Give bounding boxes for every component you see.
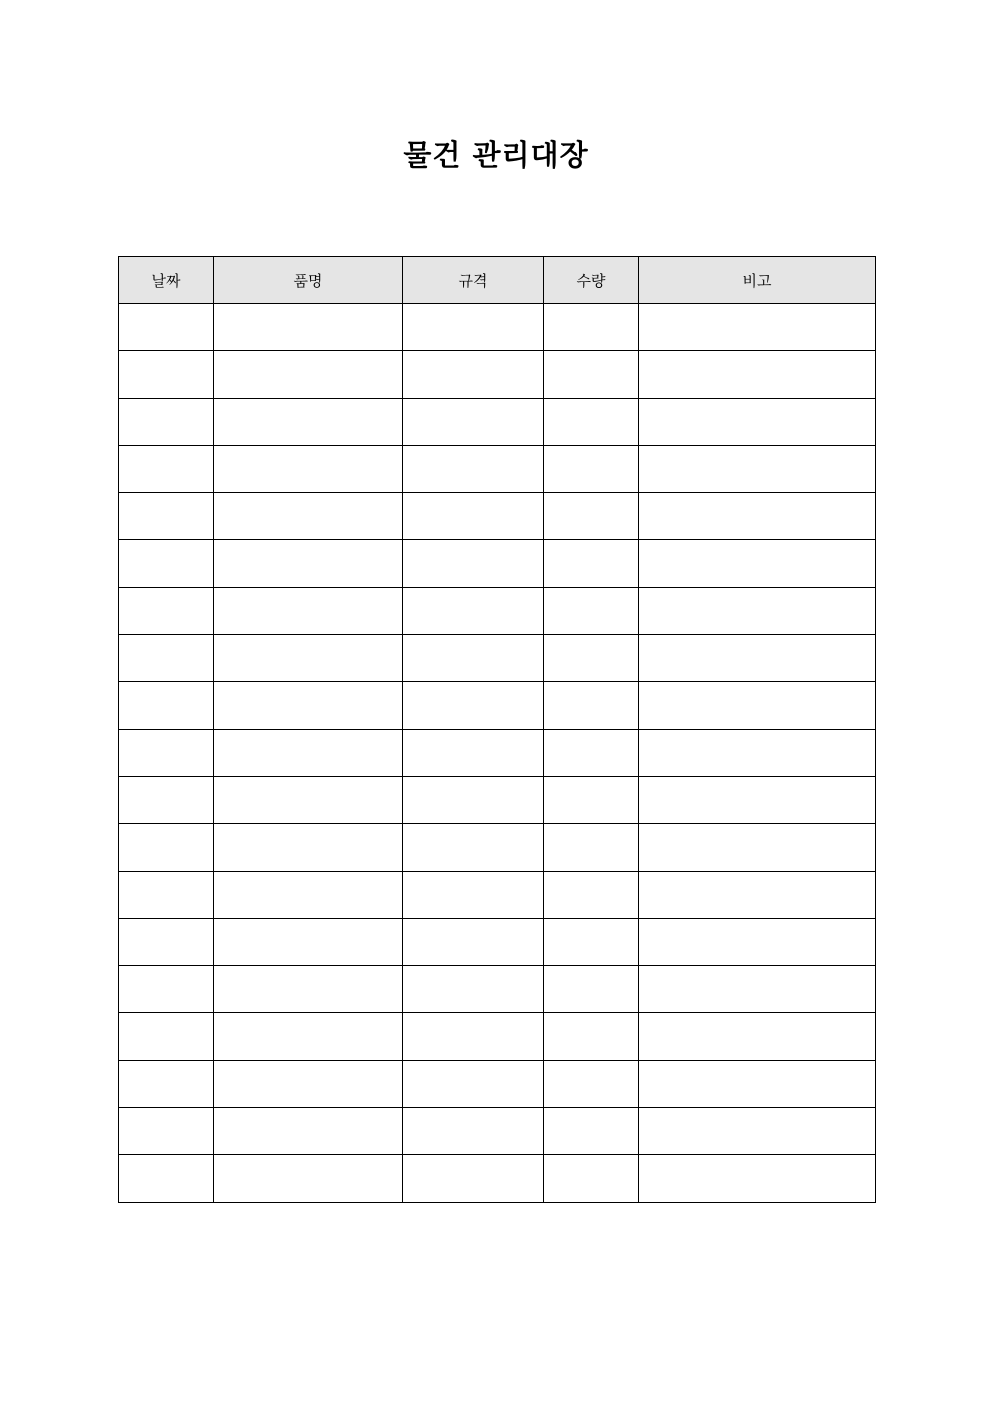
table-row — [119, 635, 876, 682]
cell-remarks[interactable] — [639, 635, 876, 682]
cell-spec[interactable] — [403, 635, 544, 682]
cell-quantity[interactable] — [544, 635, 639, 682]
cell-remarks[interactable] — [639, 587, 876, 634]
cell-spec[interactable] — [403, 824, 544, 871]
cell-remarks[interactable] — [639, 918, 876, 965]
cell-item-name[interactable] — [214, 1155, 403, 1202]
cell-remarks[interactable] — [639, 1013, 876, 1060]
table-row — [119, 1155, 876, 1202]
cell-date[interactable] — [119, 635, 214, 682]
cell-item-name[interactable] — [214, 824, 403, 871]
cell-remarks[interactable] — [639, 966, 876, 1013]
cell-item-name[interactable] — [214, 540, 403, 587]
cell-remarks[interactable] — [639, 493, 876, 540]
table-row — [119, 1013, 876, 1060]
cell-item-name[interactable] — [214, 398, 403, 445]
cell-item-name[interactable] — [214, 1108, 403, 1155]
cell-quantity[interactable] — [544, 918, 639, 965]
cell-item-name[interactable] — [214, 635, 403, 682]
table-row — [119, 1060, 876, 1107]
cell-item-name[interactable] — [214, 682, 403, 729]
cell-quantity[interactable] — [544, 824, 639, 871]
table-row — [119, 304, 876, 351]
cell-spec[interactable] — [403, 304, 544, 351]
table-row — [119, 493, 876, 540]
cell-quantity[interactable] — [544, 587, 639, 634]
cell-spec[interactable] — [403, 1108, 544, 1155]
cell-date[interactable] — [119, 729, 214, 776]
table-row — [119, 587, 876, 634]
cell-quantity[interactable] — [544, 966, 639, 1013]
cell-date[interactable] — [119, 540, 214, 587]
cell-item-name[interactable] — [214, 871, 403, 918]
cell-item-name[interactable] — [214, 776, 403, 823]
header-date: 날짜 — [119, 257, 214, 304]
cell-remarks[interactable] — [639, 351, 876, 398]
cell-remarks[interactable] — [639, 398, 876, 445]
header-quantity: 수량 — [544, 257, 639, 304]
cell-item-name[interactable] — [214, 587, 403, 634]
cell-spec[interactable] — [403, 540, 544, 587]
cell-date[interactable] — [119, 398, 214, 445]
table-row — [119, 776, 876, 823]
cell-quantity[interactable] — [544, 682, 639, 729]
cell-item-name[interactable] — [214, 729, 403, 776]
cell-date[interactable] — [119, 351, 214, 398]
cell-quantity[interactable] — [544, 351, 639, 398]
cell-quantity[interactable] — [544, 871, 639, 918]
table-row — [119, 824, 876, 871]
cell-date[interactable] — [119, 1108, 214, 1155]
cell-item-name[interactable] — [214, 445, 403, 492]
table-row — [119, 871, 876, 918]
cell-remarks[interactable] — [639, 871, 876, 918]
cell-remarks[interactable] — [639, 1108, 876, 1155]
cell-quantity[interactable] — [544, 398, 639, 445]
cell-date[interactable] — [119, 871, 214, 918]
header-spec: 규격 — [403, 257, 544, 304]
cell-date[interactable] — [119, 445, 214, 492]
cell-item-name[interactable] — [214, 351, 403, 398]
table-row — [119, 918, 876, 965]
table-row — [119, 966, 876, 1013]
cell-date[interactable] — [119, 493, 214, 540]
cell-quantity[interactable] — [544, 304, 639, 351]
cell-date[interactable] — [119, 918, 214, 965]
cell-spec[interactable] — [403, 1155, 544, 1202]
cell-item-name[interactable] — [214, 1060, 403, 1107]
cell-spec[interactable] — [403, 871, 544, 918]
cell-quantity[interactable] — [544, 776, 639, 823]
cell-spec[interactable] — [403, 1060, 544, 1107]
cell-date[interactable] — [119, 587, 214, 634]
header-remarks: 비고 — [639, 257, 876, 304]
cell-remarks[interactable] — [639, 1155, 876, 1202]
cell-item-name[interactable] — [214, 966, 403, 1013]
cell-quantity[interactable] — [544, 1060, 639, 1107]
cell-remarks[interactable] — [639, 445, 876, 492]
cell-item-name[interactable] — [214, 493, 403, 540]
cell-date[interactable] — [119, 1155, 214, 1202]
cell-spec[interactable] — [403, 776, 544, 823]
cell-date[interactable] — [119, 682, 214, 729]
cell-date[interactable] — [119, 776, 214, 823]
cell-remarks[interactable] — [639, 540, 876, 587]
cell-item-name[interactable] — [214, 918, 403, 965]
cell-quantity[interactable] — [544, 540, 639, 587]
cell-spec[interactable] — [403, 918, 544, 965]
table-header-row — [119, 257, 876, 304]
ledger-table — [118, 256, 876, 1203]
cell-quantity[interactable] — [544, 1108, 639, 1155]
cell-date[interactable] — [119, 304, 214, 351]
cell-item-name[interactable] — [214, 304, 403, 351]
cell-spec[interactable] — [403, 398, 544, 445]
cell-quantity[interactable] — [544, 445, 639, 492]
cell-date[interactable] — [119, 824, 214, 871]
header-item-name: 품명 — [214, 257, 403, 304]
cell-remarks[interactable] — [639, 729, 876, 776]
cell-remarks[interactable] — [639, 776, 876, 823]
cell-remarks[interactable] — [639, 682, 876, 729]
cell-spec[interactable] — [403, 966, 544, 1013]
table-row — [119, 351, 876, 398]
cell-spec[interactable] — [403, 729, 544, 776]
cell-date[interactable] — [119, 1013, 214, 1060]
table-body — [119, 304, 876, 1203]
table-row — [119, 1108, 876, 1155]
cell-spec[interactable] — [403, 493, 544, 540]
cell-date[interactable] — [119, 966, 214, 1013]
cell-quantity[interactable] — [544, 1013, 639, 1060]
table-row — [119, 682, 876, 729]
cell-spec[interactable] — [403, 351, 544, 398]
cell-remarks[interactable] — [639, 824, 876, 871]
table-row — [119, 445, 876, 492]
cell-remarks[interactable] — [639, 304, 876, 351]
cell-remarks[interactable] — [639, 1060, 876, 1107]
cell-quantity[interactable] — [544, 1155, 639, 1202]
page-title: 물건 관리대장 — [403, 138, 589, 172]
cell-item-name[interactable] — [214, 1013, 403, 1060]
cell-quantity[interactable] — [544, 729, 639, 776]
cell-quantity[interactable] — [544, 493, 639, 540]
cell-date[interactable] — [119, 1060, 214, 1107]
cell-spec[interactable] — [403, 682, 544, 729]
cell-spec[interactable] — [403, 445, 544, 492]
cell-spec[interactable] — [403, 587, 544, 634]
cell-spec[interactable] — [403, 1013, 544, 1060]
table-row — [119, 729, 876, 776]
table-row — [119, 540, 876, 587]
table-row — [119, 398, 876, 445]
